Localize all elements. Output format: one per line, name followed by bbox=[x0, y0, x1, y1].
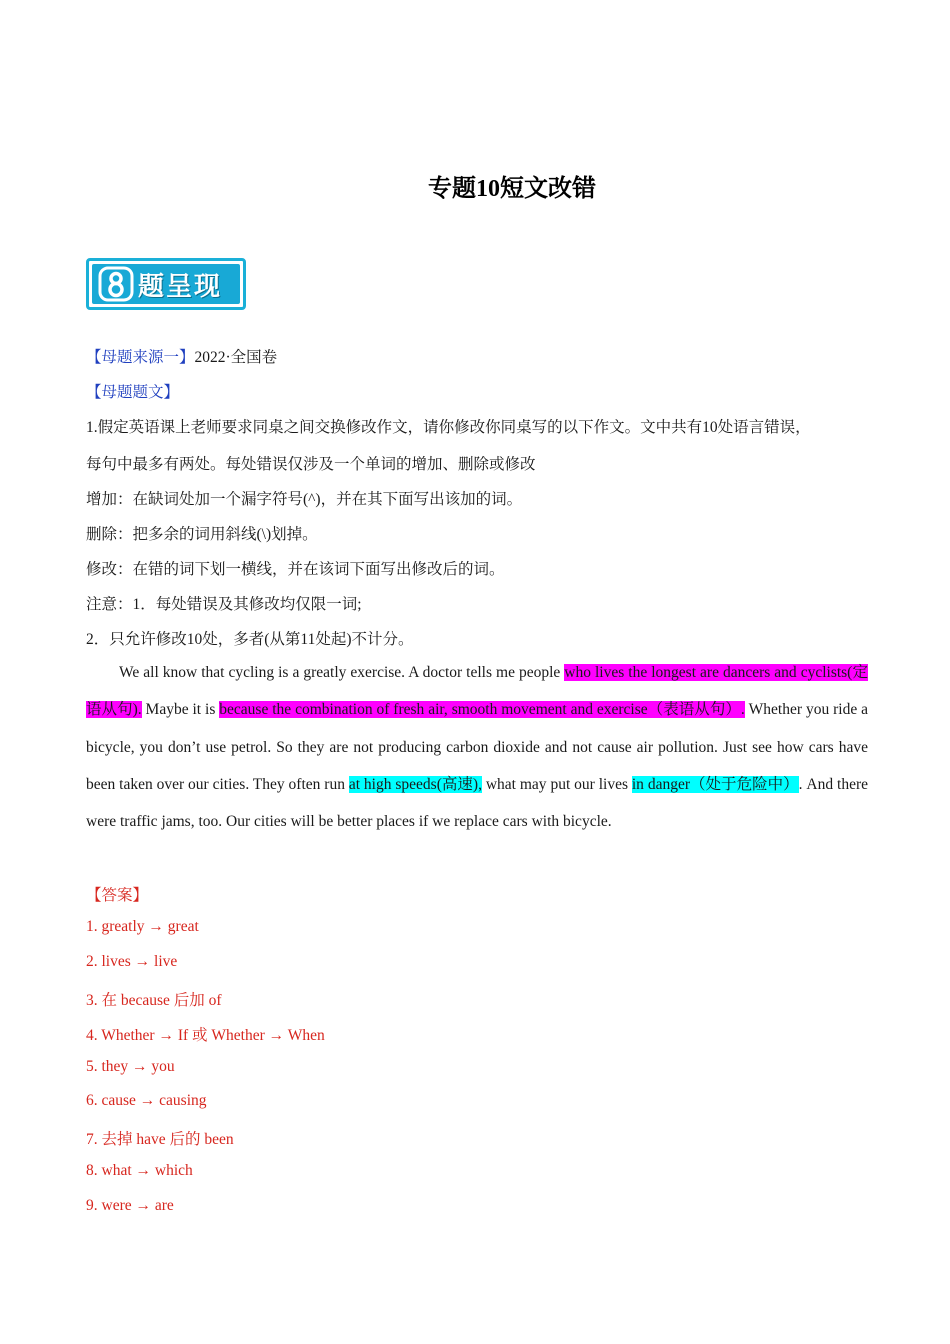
passage-text: We all know that cycling is a greatly exercise. A doctor tells me people bbox=[119, 664, 565, 681]
instruction-line: 删除：把多余的词用斜线(\)划掉。 bbox=[86, 526, 318, 543]
answer-item: 2. lives → live bbox=[86, 953, 178, 970]
badge-inner bbox=[92, 264, 240, 304]
instruction-line: 注意：1．每处错误及其修改均仅限一词; bbox=[86, 596, 362, 613]
passage bbox=[86, 654, 868, 840]
passage-text: . And there were traffic jams, too. Our cities will be better places if we replace cars with bicycle. bbox=[86, 775, 868, 831]
answer-item: 7. 去掉 have 后的 been bbox=[86, 1131, 234, 1148]
answer-item: 3. 在 because 后加 of bbox=[86, 992, 222, 1009]
number-eight-icon bbox=[98, 266, 134, 302]
instruction-line: 每句中最多有两处。每处错误仅涉及一个单词的增加、删除或修改 bbox=[86, 456, 536, 473]
highlight-high-speeds: at high speeds(高速), bbox=[348, 775, 482, 793]
source-value: 2022·全国卷 bbox=[194, 349, 278, 366]
answer-item: 1. greatly → great bbox=[86, 918, 199, 935]
passage-text: what may put our lives bbox=[481, 775, 632, 793]
answer-item: 4. Whether → If 或 Whether → When bbox=[86, 1027, 325, 1044]
passage-text: Maybe it is bbox=[141, 701, 220, 719]
answer-item: 6. cause → causing bbox=[86, 1092, 207, 1109]
answer-item: 9. were → are bbox=[86, 1197, 174, 1214]
passage-text: Whether you ride a bicycle, you don’t use petrol. So they are not producing carbon dioxide and not cause air pollution. Just see how cars have been taken over our cities. They often run bbox=[86, 701, 868, 793]
highlight-attributive-clause: who lives the longest are dancers and cyclists(定语从句). bbox=[86, 664, 868, 719]
badge-label: 题呈现 bbox=[138, 271, 223, 302]
answer-item: 5. they → you bbox=[86, 1058, 175, 1075]
page-title: 专题10短文改错 bbox=[428, 176, 596, 202]
highlight-predicative-clause: because the combination of fresh air, smooth movement and exercise（表语从句）. bbox=[219, 701, 745, 719]
instruction-line: 修改：在错的词下划一横线，并在该词下面写出修改后的词。 bbox=[86, 561, 505, 578]
instruction-line: 1.假定英语课上老师要求同桌之间交换修改作文，请你修改你同桌写的以下作文。文中共有10处语言错误， bbox=[86, 419, 811, 436]
source-label: 【母题来源一】 bbox=[86, 349, 195, 366]
question-label: 【母题题文】 bbox=[86, 384, 180, 401]
answer-label: 【答案】 bbox=[86, 887, 149, 904]
section-badge bbox=[86, 258, 246, 310]
answer-item: 8. what → which bbox=[86, 1162, 193, 1179]
source-line bbox=[86, 345, 277, 367]
instruction-line: 2．只允许修改10处，多者(从第11处起)不计分。 bbox=[86, 631, 414, 648]
highlight-in-danger: in danger（处于危险中） bbox=[631, 775, 799, 793]
instruction-line: 增加：在缺词处加一个漏字符号(^)，并在其下面写出该加的词。 bbox=[86, 491, 523, 508]
